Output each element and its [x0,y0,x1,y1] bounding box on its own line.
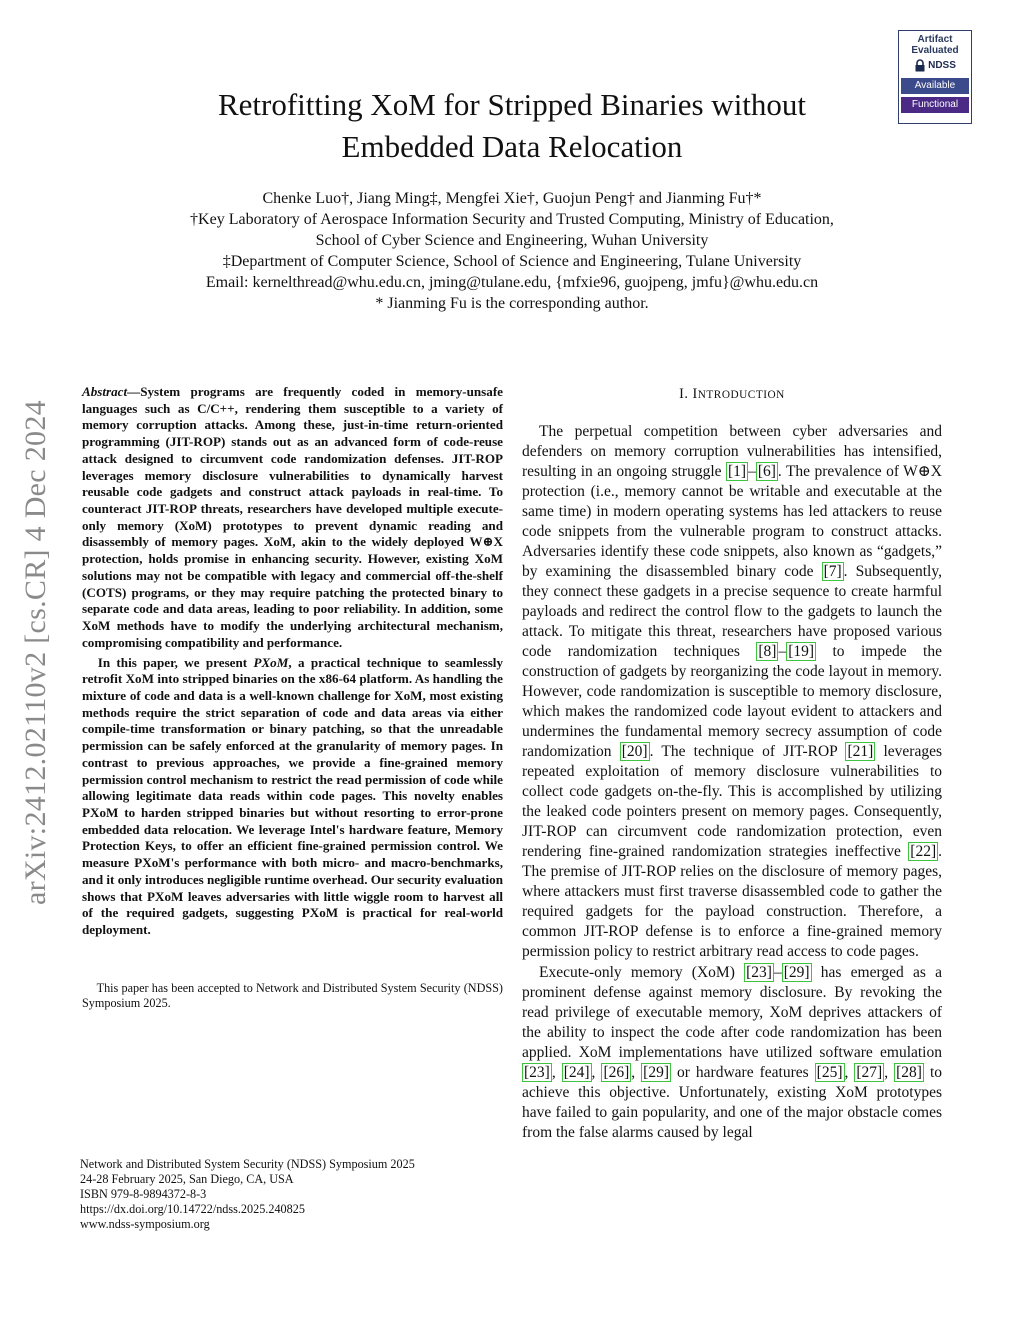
badge-line2: Evaluated [911,45,959,56]
section-heading [522,386,942,403]
author-names: Chenke Luo†, Jiang Ming‡, Mengfei Xie†, Guojun Peng† and Jianming Fu†* [262,190,762,207]
citation-link[interactable]: [29] [783,964,810,981]
abstract-label: Abstract— [82,384,141,399]
artifact-badge [898,30,972,124]
citation-link[interactable]: [22] [910,843,937,860]
section-title: NTRODUCTION [697,389,785,401]
venue-line-2: 24-28 February 2025, San Diego, CA, USA [80,1172,294,1186]
citation-link[interactable]: [25] [816,1064,843,1081]
venue-line-1: Network and Distributed System Security (NDSS) Symposium 2025 [80,1157,415,1171]
badge-logo-text: NDSS [928,60,956,71]
citation-link[interactable]: [23] [746,964,772,981]
paper-title: Retrofitting XoM for Stripped Binaries without Embedded Data Relocation [217,87,807,164]
author-block [120,188,904,314]
acceptance-note: This paper has been accepted to Network and Distributed System Security (NDSS) Symposium 2025. [82,980,503,1010]
venue-info [80,1157,500,1232]
left-column [82,384,503,1011]
lock-icon [914,59,926,72]
abstract-text-1: System programs are frequently coded in memory-unsafe languages such as C/C++, rendering them susceptible to a variety of memory corruption attacks. Among these, just-in-time return-oriented programming (JIT-ROP) stands out as an advanced form of code-reuse attack designed to circumvent code randomization defenses. JIT-ROP leverages memory disclosure vulnerabilities to dynamically harvest reusable code gadgets and construct attack payloads in real-time. To counteract JIT-ROP threats, researchers have developed multiple execute-only memory (XoM) prototypes to prevent dynamic reading and disassembly of memory pages. XoM, akin to the widely deployed W⊕X protection, holds promise in enhancing security. However, existing XoM solutions may not be compatible with legacy and commercial off-the-shelf (COTS) programs, or they may require patching the protected binary to separate code and data areas, leading to poor reliability. In addition, some XoM methods have to modify the underlying architectural mechanism, compromising compatibility and performance. [82,384,503,650]
badge-logo [899,59,971,72]
abstract-text-2a: In this paper, we present [97,654,254,670]
doi-link[interactable]: https://dx.doi.org/10.14722/ndss.2025.240825 [80,1202,305,1216]
abstract [82,384,503,939]
citation-link[interactable]: [21] [847,743,874,760]
citation-link[interactable]: [26] [603,1064,630,1081]
citation-link[interactable]: [7] [823,563,842,580]
intro-paragraph-1: The perpetual competition between cyber adversaries and defenders on memory corruption vulnerabilities has intensified, resulting in an ongoing struggle [1] – [6] . The prevalence of W⊕X protection (i.e., memory cannot be writable and executable at the same time) in modern operating systems has led attackers to reuse code snippets from the vulnerable program to construct attacks. Adversaries identify these code snippets, also known as “gadgets,” by examining the disassembled binary code [7] . Subsequently, they connect these gadgets in a precise sequence to create harmful payloads and redirect the control flow to the gadgets to launch the attack. To mitigate this threat, researchers have proposed various code randomization techniques [8] – [19] to impede the construction of gadgets by reorganizing the code layout in memory. However, code randomization is susceptible to memory disclosure, which makes the randomized code layout evident to attackers and undermines the fundamental memory secrecy assumption of code randomization [20] . The technique of JIT-ROP [21] leverages repeated exploitation of memory disclosure vulnerabilities to collect code gadgets on-the-fly. This is accomplished by utilizing the leaked code pointers present on memory pages. Consequently, JIT-ROP can circumvent code randomization protection, even rendering fine-grained randomization strategies ineffective [22] . The premise of JIT-ROP relies on the disclosure of memory pages, where attackers must first traverse disassembled code to gather the required gadgets for the payload construction. Therefore, a common JIT-ROP defense is to enforce a fine-grained memory permission policy to restrict arbitrary read access to code pages. [522,423,942,960]
citation-link[interactable]: [8] [758,643,777,660]
affiliation-1: †Key Laboratory of Aerospace Information Security and Trusted Computing, Ministry of Education, [190,211,834,228]
abstract-paragraph-1 [82,384,503,652]
citation-link[interactable]: [6] [757,463,776,480]
citation-link[interactable]: [19] [788,643,815,660]
arxiv-identifier[interactable]: arXiv:2412.02110v2 [cs.CR] 4 Dec 2024 [19,400,52,905]
corresponding-note: * Jianming Fu is the corresponding author. [375,295,649,312]
citation-link[interactable]: [20] [621,743,648,760]
badge-functional: Functional [901,97,969,113]
author-emails: Email: kernelthread@whu.edu.cn, jming@tulane.edu, {mfxie96, guojpeng, jmfu}@whu.edu.cn [205,274,819,291]
website-link[interactable]: www.ndss-symposium.org [80,1217,210,1231]
citation-link[interactable]: [29] [643,1064,669,1081]
venue-line-3: ISBN 979-8-9894372-8-3 [80,1187,207,1201]
affiliation-2: School of Cyber Science and Engineering, Wuhan University [315,232,709,249]
citation-link[interactable]: [1] [727,463,747,480]
badge-available: Available [901,78,969,94]
affiliation-3: ‡Department of Computer Science, School of Science and Engineering, Tulane University [222,253,802,270]
abstract-paragraph-2 [82,655,503,939]
intro-paragraph-2: Execute-only memory (XoM) [23] – [29] has emerged as a prominent defense against memory disclosure. By revoking the read privilege of executable memory, XoM deprives attackers of the ability to inspect the code after code randomization has been applied. XoM implementations have utilized software emulation [23] , [24] , [26] , [29] or hardware features [25] , [27] , [28] to achieve this objective. Unfortunately, existing XoM prototypes have failed to gain popularity, and one of the major obstacle comes from the false alarms caused by legal [522,964,943,1141]
badge-line1: Artifact [917,34,953,45]
citation-link[interactable]: [24] [563,1064,590,1081]
right-column [522,384,942,1143]
citation-link[interactable]: [28] [896,1064,922,1081]
citation-link[interactable]: [23] [524,1064,550,1081]
pxom-name: PXoM [253,654,289,670]
section-number: I. I [679,386,698,402]
introduction [522,422,942,1143]
abstract-text-2b: , a practical technique to seamlessly retrofit XoM into stripped binaries on the x86-64 platform. As handling the mixture of code and data is a well-known challenge for XoM, most existing methods require the strict separation of code and data areas via either compile-time transformation or binary patching, so that the unreadable permission can be safely enforced at the granularity of memory pages. In contrast to previous approaches, we provide a fine-grained memory permission control mechanism to restrict the read permission of code while allowing legitimate data reads within code pages. This novelty enables PXoM to harden stripped binaries but without resorting to error-prone embedded data relocation. We leverage Intel's hardware feature, Memory Protection Keys, to offer an efficient fine-grained permission control. We measure PXoM's performance with both micro- and macro-benchmarks, and it only introduces negligible runtime overhead. Our security evaluation shows that PXoM leaves adversaries with little wiggle room to harvest all of the required gadgets, suggesting PXoM is practical for real-world deployment. [82,654,503,937]
citation-link[interactable]: [27] [856,1064,883,1081]
